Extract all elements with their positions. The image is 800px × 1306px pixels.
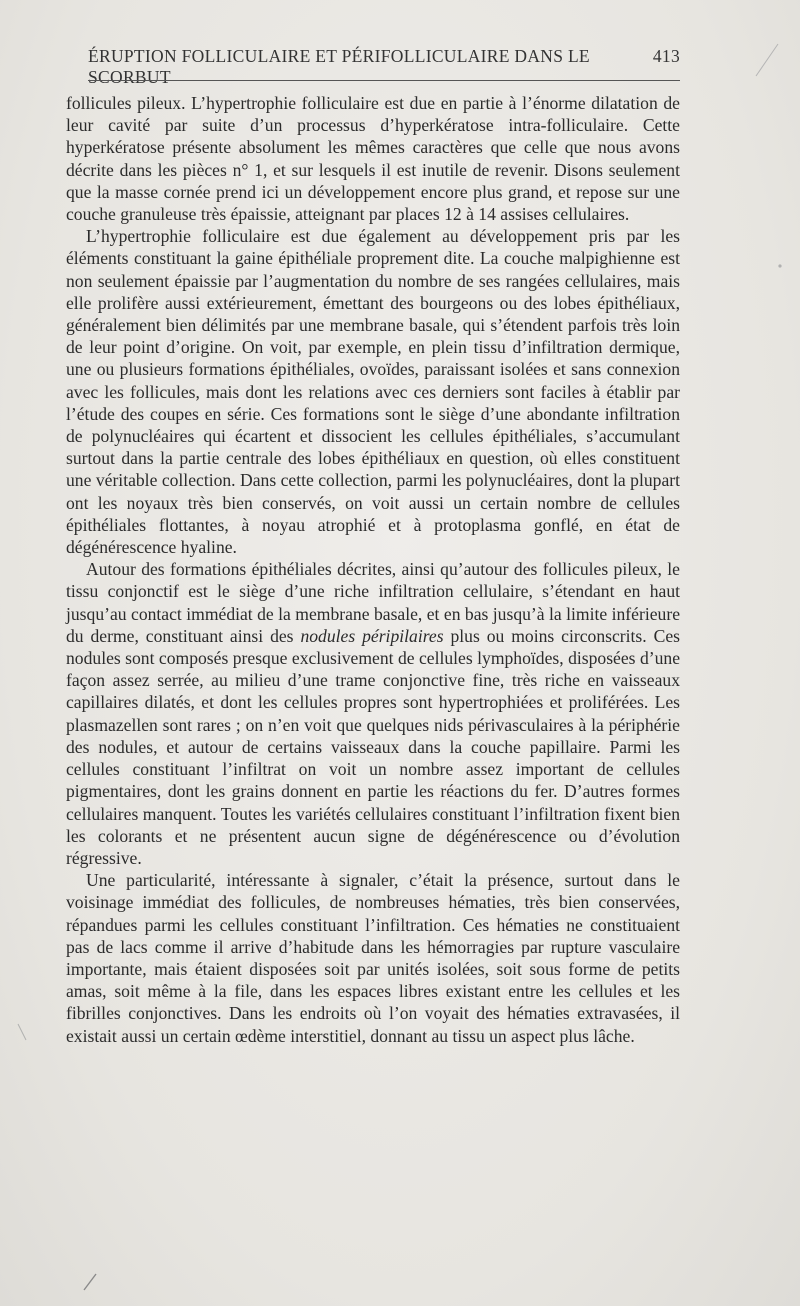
scan-mark-top-right (752, 40, 782, 80)
running-title: ÉRUPTION FOLLICULAIRE ET PÉRIFOLLICULAIRE DANS LE SCORBUT (88, 46, 590, 87)
paragraph-3-text-before: Autour des formations épithéliales décrites, ainsi qu’autour des follicules pileux, le tissu conjonctif est le siège d’une riche infiltration cellulaire, s’étendant en haut jusqu’au contact immédiat de la membrane basale, et en bas jusqu’à la limite inférieure du derme, constituant ainsi des (66, 559, 680, 646)
scan-mark-left (14, 1020, 30, 1044)
italic-term-nodules: nodules péripilaires (300, 625, 444, 646)
page-number: 413 (652, 46, 680, 66)
paragraph-2: L’hypertrophie folliculaire est due également au développement pris par les éléments constituant la gaine épithéliale proprement dite. La couche malpighienne est non seulement épaissie par l’augmentation du nombre de ses rangées cellulaires, mais elle prolifère aussi extérieurement, émettant des bourgeons ou des lobes épithéliaux, généralement bien délimités par une membrane basale, qui s’étendent parfois très loin de leur point d’origine. On voit, par exemple, en plein tissu d’infiltration dermique, une ou plusieurs formations épithéliales, ovoïdes, paraissant isolées et sans connexion avec les follicules, mais dont les relations avec ces derniers sont faciles à établir par l’étude des coupes en série. Ces formations sont le siège d’une abondante infiltration de polynucléaires qui écartent et dissocient les cellules épithéliales, s’accumulant surtout dans la partie centrale des lobes épithéliaux en question, où elles constituent une véritable collection. Dans cette collection, parmi les polynucléaires, dont la plupart ont les noyaux très bien conservés, on voit aussi un certain nombre de cellules épithéliales flottantes, à noyau atrophié et à protoplasma gonflé, en état de dégénérescence hyaline. (66, 226, 680, 558)
scan-dot-right (776, 262, 784, 270)
paragraph-3-text-after: plus ou moins circonscrits. Ces nodules sont composés presque exclusivement de cellules lymphoïdes, disposées d’une façon assez serrée, au milieu d’une trame conjonctive fine, très riche en vaisseaux capillaires dilatés, et dont les cellules propres sont hypertrophiées et proliférées. Les plasmazellen sont rares ; on n’en voit que quelques nids périvasculaires à la périphérie des nodules, et autour de certains vaisseaux dans la couche papillaire. Parmi les cellules constituant l’infiltrat on voit un nombre assez important de cellules pigmentaires, dont les grains donnent en partie les réactions du fer. D’autres formes cellulaires manquent. Toutes les variétés cellulaires constituant l’infiltration fixent bien les colorants et ne présentent aucun signe de dégénérescence ou d’évolution régressive. (66, 625, 680, 868)
paragraph-4: Une particularité, intéressante à signaler, c’était la présence, surtout dans le voisinage immédiat des follicules, de nombreuses hématies, très bien conservées, répandues parmi les cellules constituant l’infiltration. Ces hématies ne constituaient pas de lacs comme il arrive d’habitude dans les hémorragies par rupture vasculaire importante, mais étaient disposées soit par unités isolées, soit sous forme de petits amas, soit même à la file, dans les espaces libres existant entre les cellules et les fibrilles conjonctives. Dans les endroits où l’on voyait des hématies extravasées, il existait aussi un certain œdème interstitiel, donnant au tissu un aspect plus lâche. (66, 870, 680, 1046)
paragraph-1: follicules pileux. L’hypertrophie folliculaire est due en partie à l’énorme dilatation de leur cavité par suite d’un processus d’hyperkératose intra-folliculaire. Cette hyperkératose présente absolument les mêmes caractères que celle que nous avons décrite dans les pièces n° 1, et sur lesquels il est inutile de revenir. Disons seulement que la masse cornée prend ici un développement encore plus grand, et repose sur une couche granuleuse très épaissie, atteignant par places 12 à 14 assises cellulaires. (66, 93, 680, 225)
running-header (88, 46, 680, 88)
body-text (66, 92, 680, 1047)
paragraph-3 (66, 558, 680, 869)
header-rule (88, 80, 680, 81)
scan-mark-bottom-left (80, 1270, 100, 1294)
